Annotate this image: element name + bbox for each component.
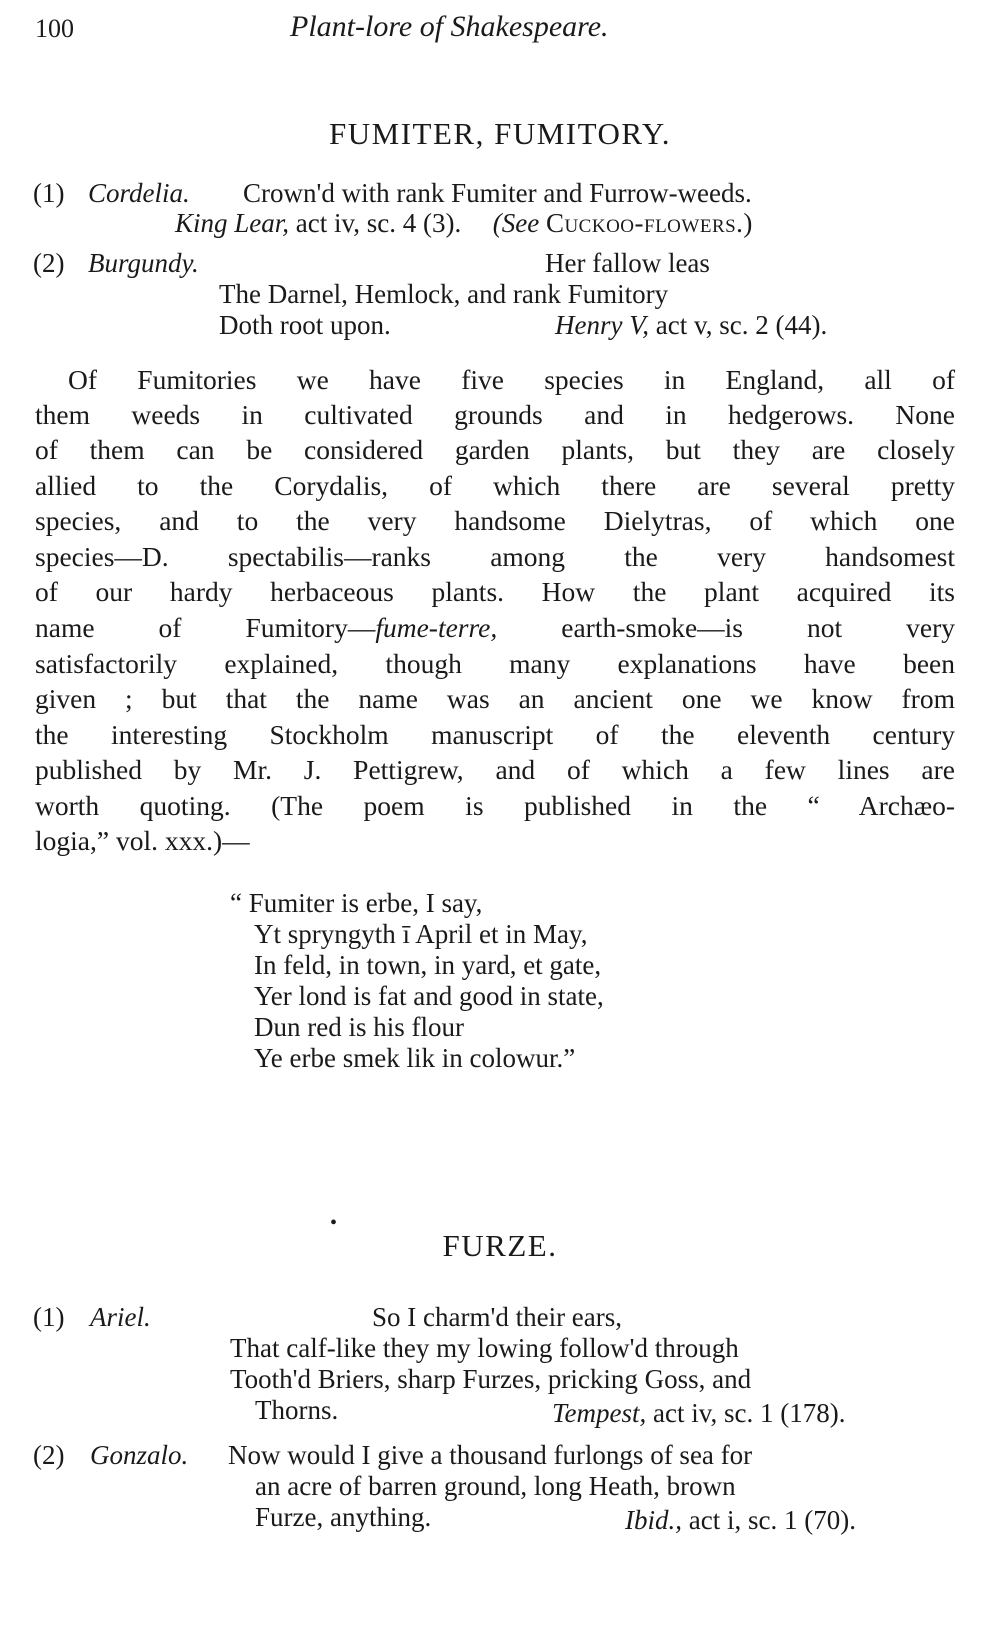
paragraph-line: species—D. spectabilis—ranks among the very handsomest xyxy=(35,541,955,572)
quote-speaker: Ariel. xyxy=(90,1302,151,1332)
ref-work: Ibid., xyxy=(625,1505,682,1535)
quote-line: So I charm'd their ears, xyxy=(372,1302,623,1332)
poem-line: Yer lond is fat and good in state, xyxy=(254,981,604,1011)
ref-act: act i, sc. 1 (70). xyxy=(688,1505,856,1535)
quote-line: Furze, anything. xyxy=(255,1502,432,1532)
quote-line: The Darnel, Hemlock, and rank Fumitory xyxy=(219,279,669,309)
quote-reference xyxy=(175,208,753,238)
running-title: Plant-lore of Shakespeare. xyxy=(290,10,609,43)
quote-speaker: Cordelia. xyxy=(88,178,190,208)
see-target: Cuckoo-flowers.) xyxy=(545,208,753,238)
see-label: (See xyxy=(492,208,540,238)
quote-number: (1) xyxy=(33,178,65,208)
para-text: earth-smoke—is not very xyxy=(497,612,955,643)
poem-line: In feld, in town, in yard, et gate, xyxy=(254,950,602,980)
quote-speaker: Burgundy. xyxy=(88,248,199,278)
ref-act: act v, sc. 2 (44). xyxy=(655,310,828,340)
paragraph-line: the interesting Stockholm manuscript of the eleventh century xyxy=(35,719,955,750)
stray-dot: • xyxy=(330,1212,338,1234)
quote-speaker: Gonzalo. xyxy=(90,1440,189,1470)
paragraph-line: logia,” vol. xxx.)— xyxy=(35,825,250,856)
quote-line: Her fallow leas xyxy=(545,248,710,278)
quote-text: Crown'd with rank Fumiter and Furrow-weeds. xyxy=(243,178,752,208)
paragraph-line: allied to the Corydalis, of which there are several pretty xyxy=(35,470,955,501)
quote-reference xyxy=(552,1398,845,1428)
paragraph-line xyxy=(35,613,955,643)
para-italic-term: fume-terre, xyxy=(375,612,498,643)
section-heading-fumiter: FUMITER, FUMITORY. xyxy=(329,116,671,151)
page-number: 100 xyxy=(35,14,74,43)
paragraph-line: published by Mr. J. Pettigrew, and of which a few lines are xyxy=(35,754,955,785)
ref-act: act iv, sc. 4 (3). xyxy=(295,208,462,238)
ref-work: Tempest, xyxy=(552,1398,647,1428)
quote-reference xyxy=(555,310,827,340)
quote-reference xyxy=(625,1505,856,1535)
quote-line: That calf-like they my lowing follow'd through xyxy=(230,1333,739,1363)
quote-line: an acre of barren ground, long Heath, brown xyxy=(255,1471,736,1501)
paragraph-line: worth quoting. (The poem is published in the “ Archæo- xyxy=(35,790,955,821)
poem-line: Ye erbe smek lik in colowur.” xyxy=(254,1043,576,1073)
poem-line: “ Fumiter is erbe, I say, xyxy=(230,888,483,918)
quote-number: (2) xyxy=(33,248,65,278)
paragraph-line: of our hardy herbaceous plants. How the plant acquired its xyxy=(35,576,955,607)
paragraph-line: given ; but that the name was an ancient one we know from xyxy=(35,683,955,714)
quote-number: (1) xyxy=(33,1302,65,1332)
paragraph-line: satisfactorily explained, though many explanations have been xyxy=(35,648,955,679)
quote-line: Now would I give a thousand furlongs of sea for xyxy=(228,1440,753,1470)
poem-line: Yt spryngyth ī April et in May, xyxy=(254,919,588,949)
ref-work: Henry V, xyxy=(555,310,649,340)
quote-line: Tooth'd Briers, sharp Furzes, pricking Goss, and xyxy=(230,1364,752,1394)
quote-line: Thorns. xyxy=(255,1395,339,1425)
para-text: name of Fumitory— xyxy=(35,612,376,643)
paragraph-line: them weeds in cultivated grounds and in hedgerows. None xyxy=(35,399,955,430)
section-heading-furze: FURZE. xyxy=(442,1228,558,1263)
quote-number: (2) xyxy=(33,1440,65,1470)
ref-act: act iv, sc. 1 (178). xyxy=(653,1398,846,1428)
quote-line: Doth root upon. xyxy=(219,310,391,340)
ref-work: King Lear, xyxy=(175,208,290,238)
paragraph-line: species, and to the very handsome Dielytras, of which one xyxy=(35,505,955,536)
paragraph-line: Of Fumitories we have five species in England, all of xyxy=(68,364,955,395)
paragraph-line: of them can be considered garden plants, but they are closely xyxy=(35,434,955,465)
poem-line: Dun red is his flour xyxy=(254,1012,464,1042)
